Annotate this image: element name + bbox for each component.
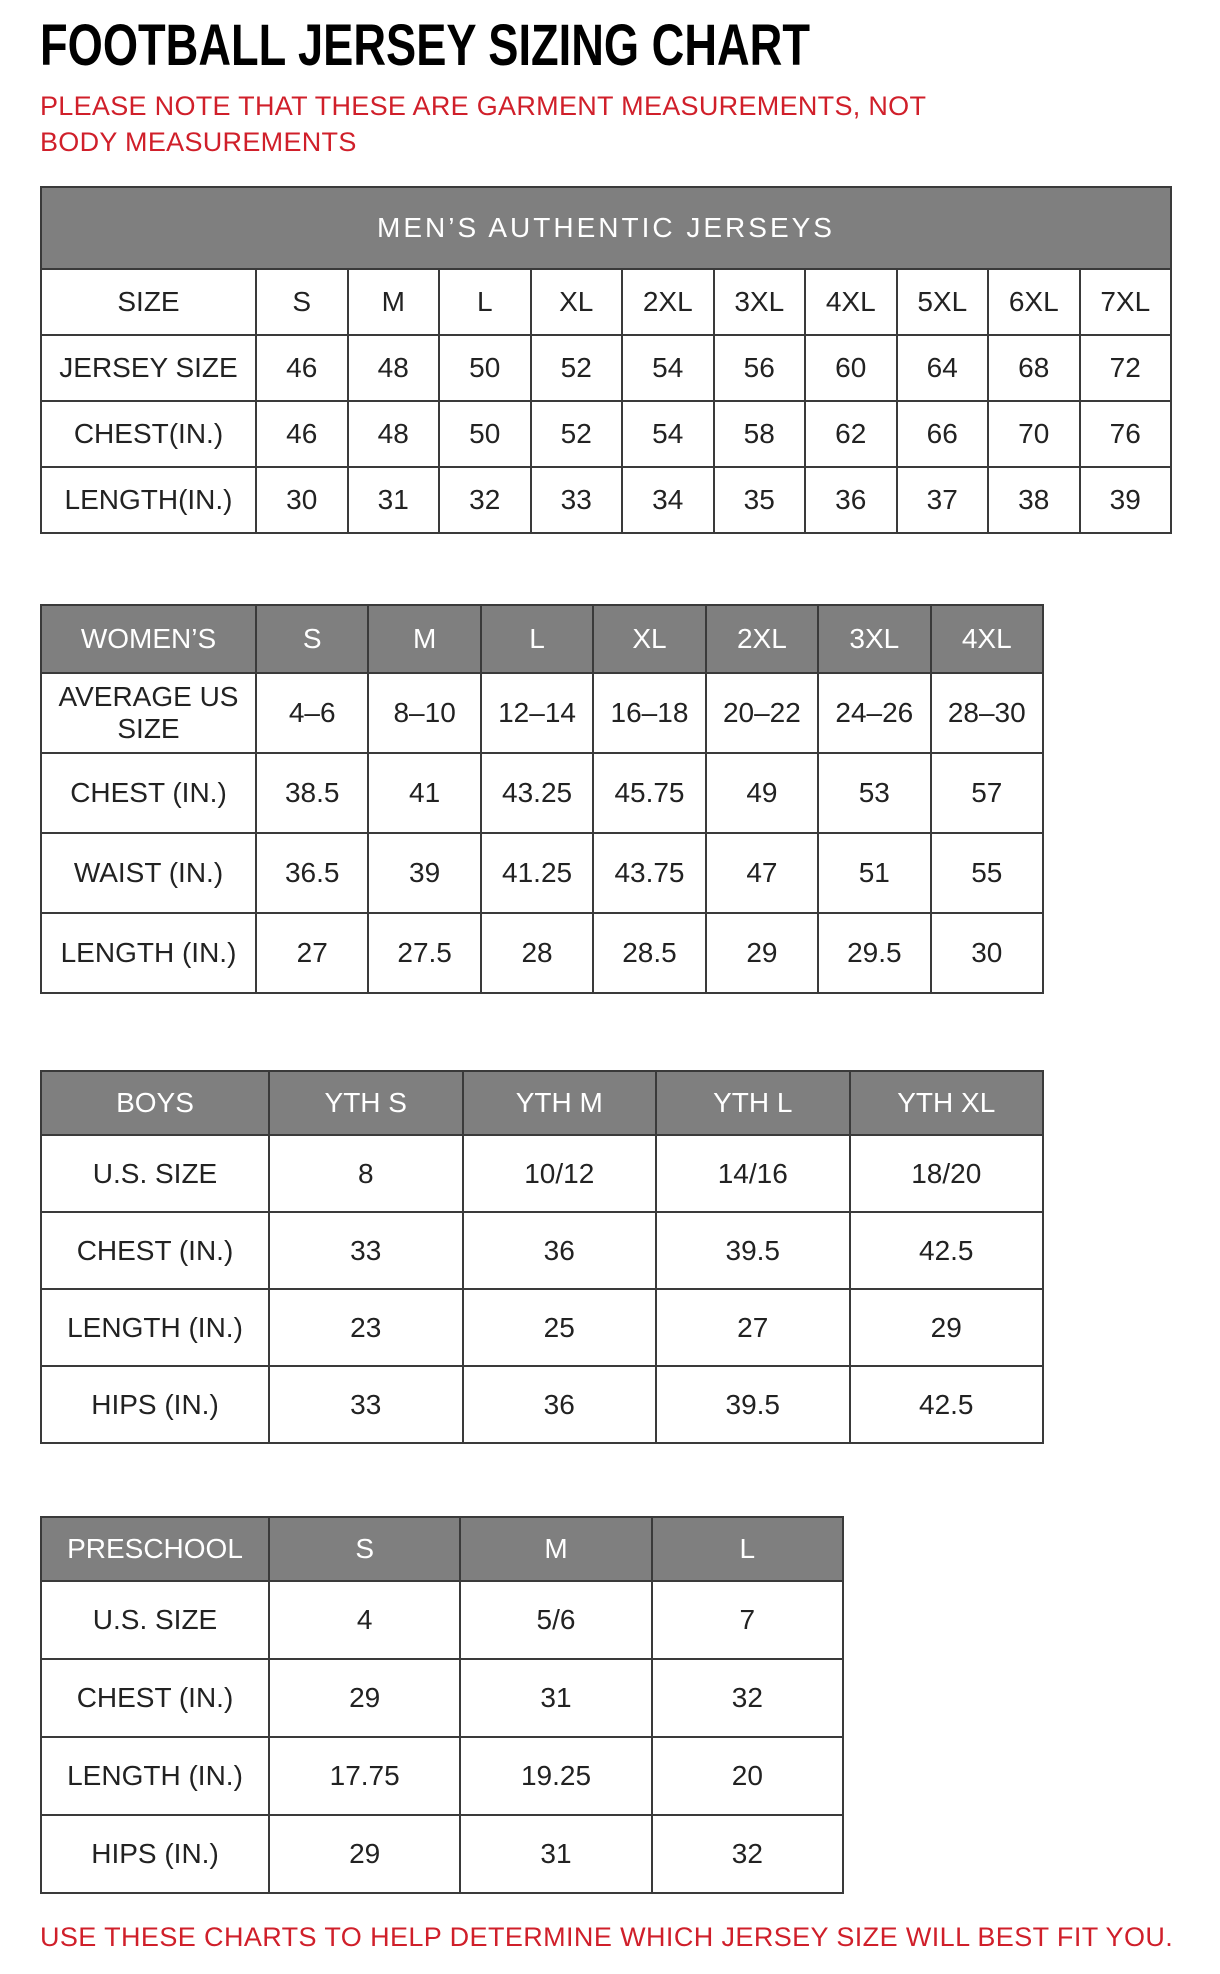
- womens-row: [41, 913, 1043, 993]
- preschool-header-row: [41, 1517, 843, 1581]
- mens-value-cell: 34: [622, 467, 714, 533]
- womens-row: [41, 753, 1043, 833]
- mens-value-cell: 50: [439, 401, 531, 467]
- boys-value-cell: 14/16: [656, 1135, 850, 1212]
- mens-table-banner-row: [41, 187, 1171, 269]
- boys-value-cell: 39.5: [656, 1366, 850, 1443]
- mens-table-title: MEN’S AUTHENTIC JERSEYS: [41, 187, 1171, 269]
- mens-row: [41, 467, 1171, 533]
- womens-column-header: M: [368, 605, 480, 673]
- preschool-row-label: LENGTH (IN.): [41, 1737, 269, 1815]
- preschool-value-cell: 7: [652, 1581, 843, 1659]
- mens-value-cell: 33: [531, 467, 623, 533]
- womens-value-cell: 30: [931, 913, 1043, 993]
- mens-row: [41, 335, 1171, 401]
- mens-value-cell: S: [256, 269, 348, 335]
- mens-value-cell: 50: [439, 335, 531, 401]
- footer-note: USE THESE CHARTS TO HELP DETERMINE WHICH JERSEY SIZE WILL BEST FIT YOU.: [40, 1922, 1174, 1953]
- womens-value-cell: 45.75: [593, 753, 705, 833]
- boys-value-cell: 8: [269, 1135, 463, 1212]
- boys-value-cell: 42.5: [850, 1212, 1044, 1289]
- boys-row: [41, 1366, 1043, 1443]
- mens-value-cell: 72: [1080, 335, 1172, 401]
- preschool-row-label: U.S. SIZE: [41, 1581, 269, 1659]
- womens-column-header: 3XL: [818, 605, 930, 673]
- womens-value-cell: 28: [481, 913, 593, 993]
- mens-value-cell: 37: [897, 467, 989, 533]
- mens-value-cell: 58: [714, 401, 806, 467]
- boys-value-cell: 25: [463, 1289, 657, 1366]
- boys-sizing-table: [40, 1070, 1044, 1444]
- womens-value-cell: 36.5: [256, 833, 368, 913]
- mens-value-cell: 46: [256, 335, 348, 401]
- preschool-value-cell: 31: [460, 1815, 651, 1893]
- boys-value-cell: 36: [463, 1366, 657, 1443]
- mens-row: [41, 269, 1171, 335]
- mens-row-label: SIZE: [41, 269, 256, 335]
- womens-value-cell: 43.75: [593, 833, 705, 913]
- womens-value-cell: 43.25: [481, 753, 593, 833]
- womens-value-cell: 4–6: [256, 673, 368, 753]
- womens-value-cell: 8–10: [368, 673, 480, 753]
- womens-value-cell: 57: [931, 753, 1043, 833]
- womens-value-cell: 29.5: [818, 913, 930, 993]
- womens-column-header: XL: [593, 605, 705, 673]
- boys-column-header: YTH L: [656, 1071, 850, 1135]
- boys-value-cell: 39.5: [656, 1212, 850, 1289]
- womens-sizing-table: [40, 604, 1044, 994]
- boys-value-cell: 42.5: [850, 1366, 1044, 1443]
- mens-value-cell: 54: [622, 401, 714, 467]
- womens-value-cell: 24–26: [818, 673, 930, 753]
- womens-row: [41, 833, 1043, 913]
- womens-value-cell: 53: [818, 753, 930, 833]
- mens-value-cell: 30: [256, 467, 348, 533]
- boys-value-cell: 18/20: [850, 1135, 1044, 1212]
- womens-row-label: WAIST (IN.): [41, 833, 256, 913]
- preschool-row-label: CHEST (IN.): [41, 1659, 269, 1737]
- boys-value-cell: 23: [269, 1289, 463, 1366]
- preschool-value-cell: 20: [652, 1737, 843, 1815]
- boys-header-row: [41, 1071, 1043, 1135]
- mens-value-cell: 56: [714, 335, 806, 401]
- mens-value-cell: 3XL: [714, 269, 806, 335]
- mens-value-cell: 70: [988, 401, 1080, 467]
- womens-header-row: [41, 605, 1043, 673]
- womens-row-label: LENGTH (IN.): [41, 913, 256, 993]
- womens-value-cell: 27.5: [368, 913, 480, 993]
- boys-value-cell: 33: [269, 1366, 463, 1443]
- mens-value-cell: 64: [897, 335, 989, 401]
- preschool-column-header: S: [269, 1517, 460, 1581]
- preschool-value-cell: 29: [269, 1815, 460, 1893]
- boys-row-label: LENGTH (IN.): [41, 1289, 269, 1366]
- womens-column-header: L: [481, 605, 593, 673]
- mens-value-cell: 6XL: [988, 269, 1080, 335]
- boys-row: [41, 1212, 1043, 1289]
- preschool-table-label: PRESCHOOL: [41, 1517, 269, 1581]
- womens-value-cell: 27: [256, 913, 368, 993]
- preschool-row: [41, 1815, 843, 1893]
- preschool-value-cell: 32: [652, 1659, 843, 1737]
- womens-value-cell: 41: [368, 753, 480, 833]
- womens-value-cell: 16–18: [593, 673, 705, 753]
- womens-value-cell: 28.5: [593, 913, 705, 993]
- mens-row-label: CHEST(IN.): [41, 401, 256, 467]
- mens-value-cell: 52: [531, 401, 623, 467]
- preschool-value-cell: 17.75: [269, 1737, 460, 1815]
- preschool-value-cell: 5/6: [460, 1581, 651, 1659]
- boys-column-header: YTH S: [269, 1071, 463, 1135]
- womens-row-label: AVERAGE US SIZE: [41, 673, 256, 753]
- boys-row-label: HIPS (IN.): [41, 1366, 269, 1443]
- boys-row: [41, 1135, 1043, 1212]
- mens-row-label: JERSEY SIZE: [41, 335, 256, 401]
- mens-value-cell: 46: [256, 401, 348, 467]
- mens-row: [41, 401, 1171, 467]
- mens-value-cell: 48: [348, 401, 440, 467]
- womens-column-header: 2XL: [706, 605, 818, 673]
- mens-value-cell: 76: [1080, 401, 1172, 467]
- mens-value-cell: 2XL: [622, 269, 714, 335]
- mens-value-cell: 35: [714, 467, 806, 533]
- boys-value-cell: 27: [656, 1289, 850, 1366]
- preschool-value-cell: 32: [652, 1815, 843, 1893]
- preschool-value-cell: 29: [269, 1659, 460, 1737]
- page-title: FOOTBALL JERSEY SIZING CHART: [40, 13, 810, 78]
- preschool-value-cell: 4: [269, 1581, 460, 1659]
- womens-value-cell: 55: [931, 833, 1043, 913]
- mens-value-cell: 32: [439, 467, 531, 533]
- mens-value-cell: M: [348, 269, 440, 335]
- mens-value-cell: 39: [1080, 467, 1172, 533]
- mens-value-cell: 36: [805, 467, 897, 533]
- womens-value-cell: 38.5: [256, 753, 368, 833]
- preschool-sizing-table: [40, 1516, 844, 1894]
- boys-value-cell: 33: [269, 1212, 463, 1289]
- boys-row-label: CHEST (IN.): [41, 1212, 269, 1289]
- boys-table-body: [41, 1071, 1043, 1443]
- womens-value-cell: 29: [706, 913, 818, 993]
- mens-table-body: [41, 269, 1171, 533]
- womens-value-cell: 51: [818, 833, 930, 913]
- womens-column-header: 4XL: [931, 605, 1043, 673]
- womens-value-cell: 49: [706, 753, 818, 833]
- mens-value-cell: 62: [805, 401, 897, 467]
- womens-row-label: CHEST (IN.): [41, 753, 256, 833]
- mens-value-cell: 48: [348, 335, 440, 401]
- boys-value-cell: 10/12: [463, 1135, 657, 1212]
- womens-column-header: S: [256, 605, 368, 673]
- mens-value-cell: 4XL: [805, 269, 897, 335]
- preschool-value-cell: 19.25: [460, 1737, 651, 1815]
- mens-authentic-jerseys-table: [40, 186, 1172, 534]
- boys-row-label: U.S. SIZE: [41, 1135, 269, 1212]
- mens-value-cell: XL: [531, 269, 623, 335]
- womens-value-cell: 47: [706, 833, 818, 913]
- preschool-column-header: L: [652, 1517, 843, 1581]
- womens-value-cell: 39: [368, 833, 480, 913]
- womens-value-cell: 20–22: [706, 673, 818, 753]
- mens-value-cell: L: [439, 269, 531, 335]
- womens-value-cell: 28–30: [931, 673, 1043, 753]
- garment-measurements-note: PLEASE NOTE THAT THESE ARE GARMENT MEASUREMENTS, NOT BODY MEASUREMENTS: [40, 90, 926, 157]
- mens-value-cell: 60: [805, 335, 897, 401]
- mens-value-cell: 31: [348, 467, 440, 533]
- preschool-column-header: M: [460, 1517, 651, 1581]
- preschool-row: [41, 1581, 843, 1659]
- mens-row-label: LENGTH(IN.): [41, 467, 256, 533]
- boys-table-label: BOYS: [41, 1071, 269, 1135]
- preschool-row: [41, 1659, 843, 1737]
- mens-value-cell: 5XL: [897, 269, 989, 335]
- womens-value-cell: 41.25: [481, 833, 593, 913]
- boys-row: [41, 1289, 1043, 1366]
- preschool-row-label: HIPS (IN.): [41, 1815, 269, 1893]
- mens-value-cell: 54: [622, 335, 714, 401]
- boys-value-cell: 29: [850, 1289, 1044, 1366]
- womens-row: [41, 673, 1043, 753]
- womens-value-cell: 12–14: [481, 673, 593, 753]
- preschool-table-body: [41, 1517, 843, 1893]
- womens-table-label: WOMEN’S: [41, 605, 256, 673]
- mens-value-cell: 38: [988, 467, 1080, 533]
- mens-value-cell: 7XL: [1080, 269, 1172, 335]
- mens-value-cell: 68: [988, 335, 1080, 401]
- mens-value-cell: 52: [531, 335, 623, 401]
- boys-column-header: YTH XL: [850, 1071, 1044, 1135]
- preschool-value-cell: 31: [460, 1659, 651, 1737]
- preschool-row: [41, 1737, 843, 1815]
- boys-value-cell: 36: [463, 1212, 657, 1289]
- womens-table-body: [41, 605, 1043, 993]
- boys-column-header: YTH M: [463, 1071, 657, 1135]
- mens-value-cell: 66: [897, 401, 989, 467]
